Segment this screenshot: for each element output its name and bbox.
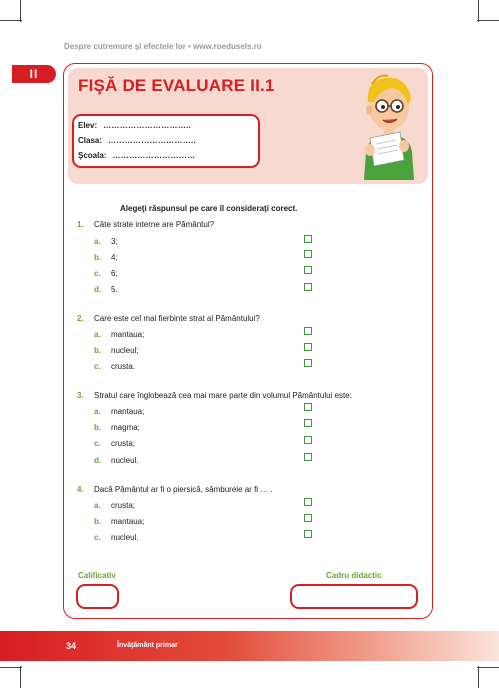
crop-mark [478,666,479,688]
student-name-field[interactable]: ………………………….. [103,121,192,130]
chapter-tab: II [12,65,56,83]
option-letter: c. [94,362,101,371]
student-school-label: Şcoala: [78,151,107,160]
option-letter: a. [94,501,101,510]
option-letter: c. [94,269,101,278]
option-letter: b. [94,423,102,432]
crop-mark [0,20,22,21]
option-letter: a. [94,407,101,416]
option-letter: c. [94,439,101,448]
question-number: 4. [77,485,84,494]
student-character-illustration [352,72,426,180]
instruction-text: Alegeţi răspunsul pe care îl consideraţi corect. [120,204,298,213]
option-text: mantaua; [111,407,145,416]
answer-checkbox[interactable] [304,250,312,258]
option-text: crusta; [111,501,136,510]
option-text: magma; [111,423,140,432]
answer-checkbox[interactable] [304,343,312,351]
answer-checkbox[interactable] [304,359,312,367]
option-text: 5. [111,285,118,294]
question-number: 2. [77,314,84,323]
student-name-label: Elev: [78,121,98,130]
student-name-row[interactable] [78,121,191,130]
option-text: 6; [111,269,118,278]
option-text: mantaua; [111,330,145,339]
teacher-signature-box[interactable] [290,584,418,609]
answer-checkbox[interactable] [304,266,312,274]
student-class-field[interactable]: ………………………….. [108,136,197,145]
option-letter: b. [94,253,102,262]
answer-checkbox[interactable] [304,283,312,291]
option-letter: a. [94,330,101,339]
option-text: crusta. [111,362,136,371]
answer-checkbox[interactable] [304,327,312,335]
option-letter: c. [94,533,101,542]
question-number: 1. [77,220,84,229]
option-text: crusta; [111,439,136,448]
answer-checkbox[interactable] [304,436,312,444]
option-text: nucleul. [111,533,139,542]
answer-checkbox[interactable] [304,514,312,522]
question-text: Care este cel mai fierbinte strat al Pământului? [94,314,260,323]
student-school-field[interactable]: ………………………… [112,151,196,160]
worksheet-title: FIŞĂ DE EVALUARE II.1 [78,76,275,95]
option-letter: a. [94,237,101,246]
question-text: Câte strate interne are Pământul? [94,220,215,229]
answer-checkbox[interactable] [304,453,312,461]
crop-mark [477,20,499,21]
question-number: 3. [77,391,84,400]
option-text: 3; [111,237,118,246]
answer-checkbox[interactable] [304,498,312,506]
student-school-row[interactable] [78,151,195,160]
option-letter: d. [94,456,102,465]
calificativ-box[interactable] [76,584,119,609]
option-letter: b. [94,517,102,526]
page-number: 34 [66,641,77,651]
option-letter: b. [94,346,102,355]
answer-checkbox[interactable] [304,530,312,538]
option-text: nucleul; [111,346,139,355]
question-text: Dacă Pământul ar fi o piersică, sâmburele ar fi … . [94,485,273,494]
crop-mark [20,0,21,22]
crop-mark [0,667,22,668]
crop-mark [477,667,499,668]
crop-mark [478,0,479,22]
option-text: 4; [111,253,118,262]
running-header: Despre cutremure şi efectele lor • www.roedusels.ro [64,42,262,51]
teacher-label: Cadru didactic [326,571,382,580]
footer-text: Învăţământ primar [117,642,178,649]
option-letter: d. [94,285,102,294]
student-class-label: Clasa: [78,136,103,145]
option-text: nucleul. [111,456,139,465]
question-text: Stratul care înglobează cea mai mare parte din volumul Pământului este: [94,391,352,400]
calificativ-label: Calificativ [78,571,116,580]
answer-checkbox[interactable] [304,419,312,427]
option-text: mantaua; [111,517,145,526]
answer-checkbox[interactable] [304,235,312,243]
answer-checkbox[interactable] [304,403,312,411]
crop-mark [20,666,21,688]
student-class-row[interactable] [78,136,196,145]
